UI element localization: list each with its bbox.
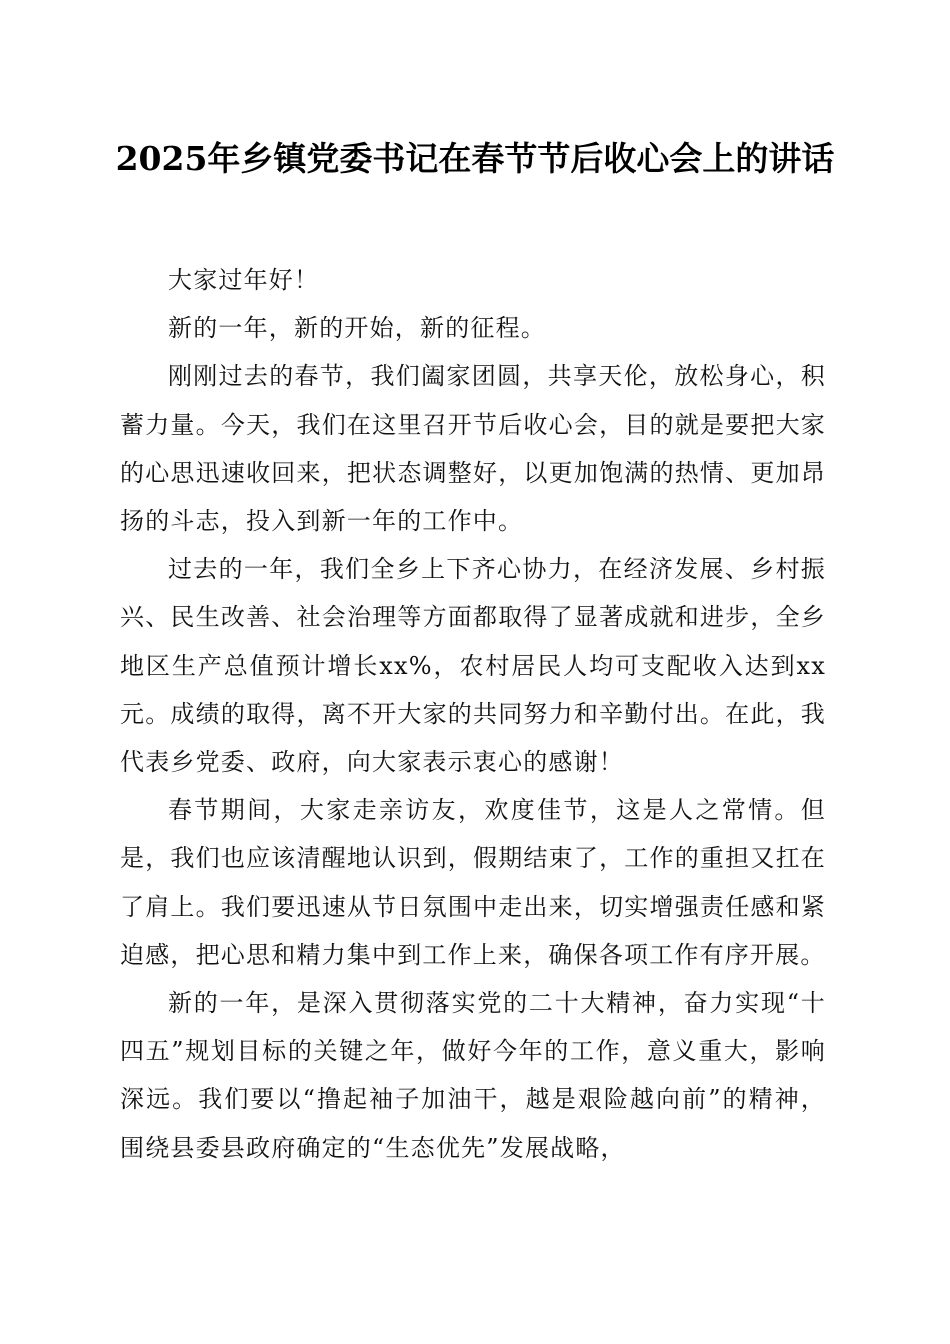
paragraph-holiday: 春节期间，大家走亲访友，欢度佳节，这是人之常情。但是，我们也应该清醒地认识到，假期结束了，工作的重担又扛在了肩上。我们要迅速从节日氛围中走出来，切实增强责任感和紧迫感，把心思和精力集中到工作上来，确保各项工作有序开展。 [120,796,826,969]
paragraph-new-year: 新的一年，新的开始，新的征程。 [168,314,546,343]
paragraph-spring-festival: 刚刚过去的春节，我们阖家团圆，共享天伦，放松身心，积蓄力量。今天，我们在这里召开节后收心会，目的就是要把大家的心思迅速收回来，把状态调整好，以更加饱满的热情、更加昂扬的斗志，投入到新一年的工作中。 [120,362,826,536]
paragraph-past-year: 过去的一年，我们全乡上下齐心协力，在经济发展、乡村振兴、民生改善、社会治理等方面都取得了显著成就和进步，全乡地区生产总值预计增长xx%，农村居民人均可支配收入达到xx元。成绩的取得，离不开大家的共同努力和辛勤付出。在此，我代表乡党委、政府，向大家表示衷心的感谢！ [120,555,826,777]
document-body [120,256,826,1172]
document-title: 2025年乡镇党委书记在春节节后收心会上的讲话 [115,139,835,178]
paragraph-new-year-goals: 新的一年，是深入贯彻落实党的二十大精神，奋力实现“十四五”规划目标的关键之年，做好今年的工作，意义重大，影响深远。我们要以“撸起袖子加油干，越是艰险越向前”的精神，围绕县委县政府确定的“生态优先”发展战略， [120,989,826,1162]
paragraph-greeting: 大家过年好！ [168,266,320,294]
